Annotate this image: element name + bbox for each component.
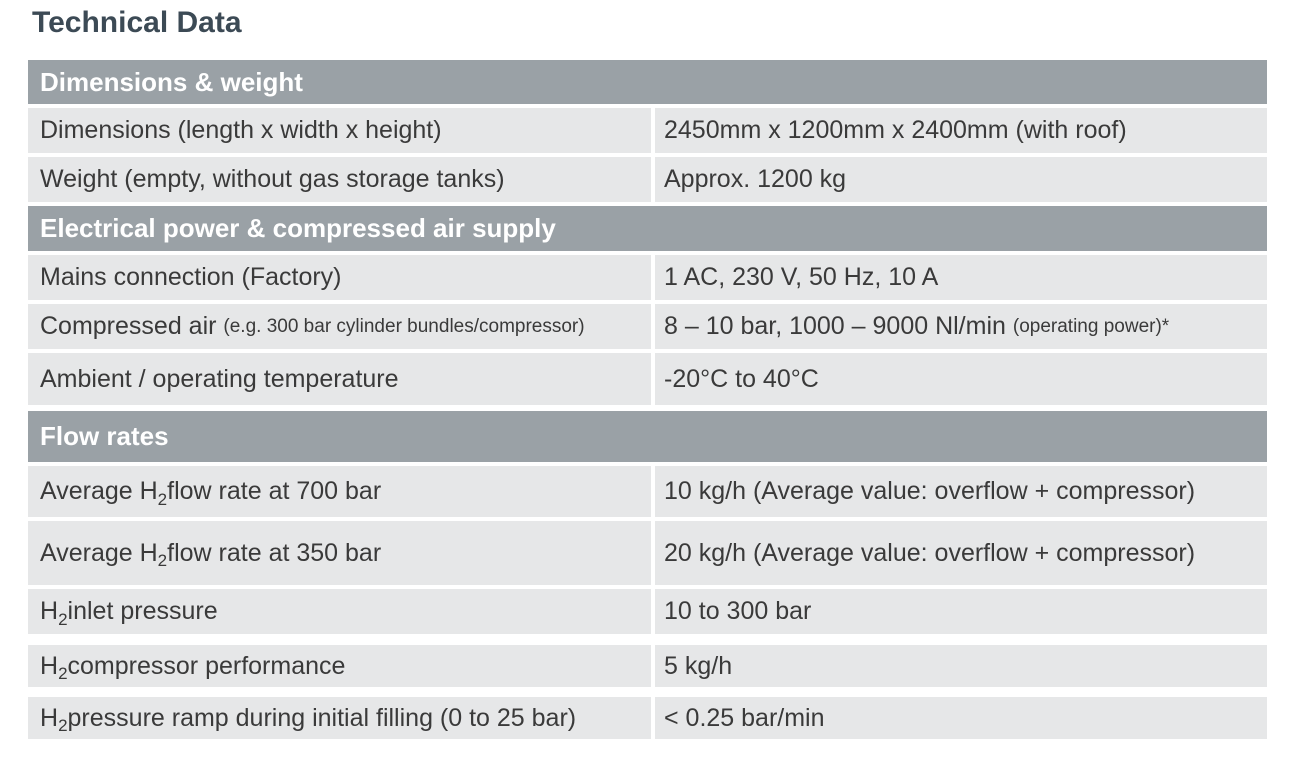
- label-text: H: [40, 703, 59, 732]
- subscript: 2: [157, 489, 168, 509]
- value-note: (operating power)*: [1012, 315, 1170, 337]
- label-text: inlet pressure: [67, 597, 218, 625]
- value-main: 8 – 10 bar, 1000 – 9000 Nl/min: [664, 312, 1006, 340]
- label-text: pressure ramp during initial filling (0 to 25 bar): [67, 703, 577, 732]
- row-value: 1 AC, 230 V, 50 Hz, 10 A: [655, 255, 1267, 300]
- label-text: H: [40, 651, 59, 680]
- row-label: [28, 466, 651, 517]
- row-value: Approx. 1200 kg: [655, 157, 1267, 202]
- row-label: [28, 304, 651, 349]
- section-header-flow-rates: Flow rates: [28, 411, 1267, 462]
- subscript: 2: [58, 716, 68, 735]
- label-note: (e.g. 300 bar cylinder bundles/compressor): [223, 315, 585, 337]
- row-label: [28, 645, 651, 687]
- row-value: 10 kg/h (Average value: overflow + compressor): [655, 466, 1267, 517]
- label-text: flow rate at 700 bar: [167, 477, 382, 505]
- label-text: flow rate at 350 bar: [167, 538, 382, 567]
- subscript: 2: [58, 609, 68, 629]
- section-header-dimensions: Dimensions & weight: [28, 60, 1267, 104]
- section-header-electrical: Electrical power & compressed air supply: [28, 206, 1267, 251]
- label-text: Average H: [40, 477, 158, 505]
- row-label: [28, 521, 651, 585]
- row-label: [28, 697, 651, 739]
- row-label: [28, 589, 651, 634]
- row-value: 10 to 300 bar: [655, 589, 1267, 634]
- row-value: < 0.25 bar/min: [655, 697, 1267, 739]
- row-label: Ambient / operating temperature: [28, 353, 651, 405]
- label-text: H: [40, 597, 59, 625]
- row-label: Mains connection (Factory): [28, 255, 651, 300]
- label-main: Compressed air: [40, 312, 217, 340]
- label-text: Average H: [40, 538, 158, 567]
- row-label: Weight (empty, without gas storage tanks): [28, 157, 651, 202]
- subscript: 2: [157, 551, 168, 570]
- row-value: [655, 304, 1267, 349]
- subscript: 2: [58, 664, 68, 683]
- row-label: Dimensions (length x width x height): [28, 108, 651, 153]
- row-value: 20 kg/h (Average value: overflow + compressor): [655, 521, 1267, 585]
- page-title: Technical Data: [32, 6, 242, 39]
- label-text: compressor performance: [67, 651, 346, 680]
- row-value: -20°C to 40°C: [655, 353, 1267, 405]
- row-value: 2450mm x 1200mm x 2400mm (with roof): [655, 108, 1267, 153]
- row-value: 5 kg/h: [655, 645, 1267, 687]
